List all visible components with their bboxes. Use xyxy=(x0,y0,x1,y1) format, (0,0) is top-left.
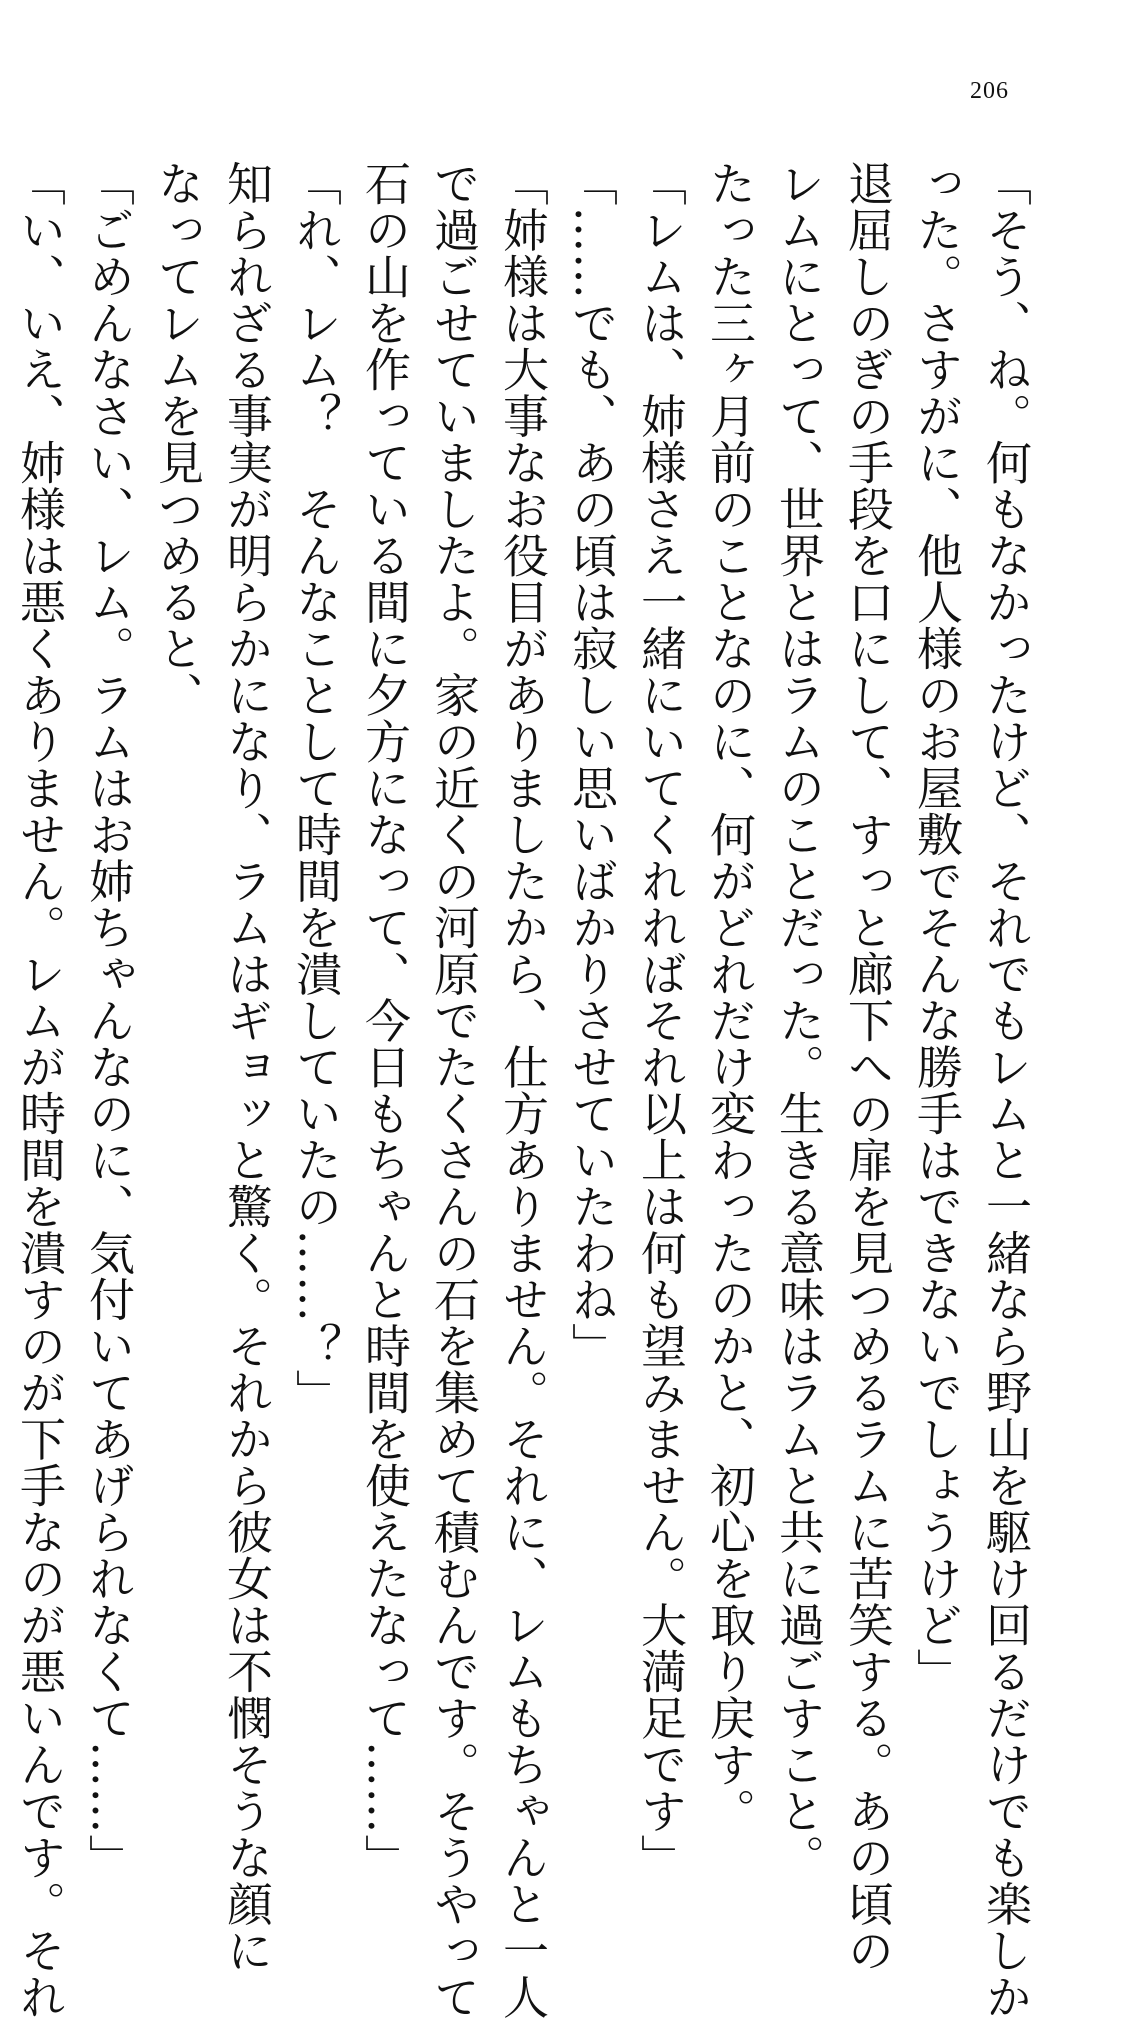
text-line: 「れ、レム？ そんなことして時間を潰していたの……？」 xyxy=(289,160,343,1416)
text-line: なってレムを見つめると、 xyxy=(151,160,205,718)
text-line: 知られざる事実が明らかになり、ラムはギョッと驚く。それから彼女は不憫そうな顔に xyxy=(220,160,274,1974)
text-line: 「そう、ね。何もなかったけど、それでもレムと一緒なら野山を駆け回るだけでも楽しか xyxy=(979,160,1033,2020)
text-line: 「レムは、姉様さえ一緒にいてくれればそれ以上は何も望みません。大満足です」 xyxy=(634,160,688,1881)
text-line: った。さすがに、他人様のお屋敷でそんな勝手はできないでしょうけど」 xyxy=(910,160,964,1695)
text-line: たった三ヶ月前のことなのに、何がどれだけ変わったのかと、初心を取り戻す。 xyxy=(703,160,757,1834)
text-line: レムにとって、世界とはラムのことだった。生きる意味はラムと共に過ごすこと。 xyxy=(772,160,826,1881)
novel-text-column-block xyxy=(13,160,1040,2020)
text-line: 「姉様は大事なお役目がありましたから、仕方ありません。それに、レムもちゃんと一人 xyxy=(496,160,550,2020)
text-line: 「……でも、あの頃は寂しい思いばかりさせていたわね」 xyxy=(565,160,619,1369)
text-line: 「い、いえ、姉様は悪くありません。レムが時間を潰すのが下手なのが悪いんです。それ xyxy=(13,160,67,2020)
text-line: 石の山を作っている間に夕方になって、今日もちゃんと時間を使えたなって……」 xyxy=(358,160,412,1881)
text-line: 「ごめんなさい、レム。ラムはお姉ちゃんなのに、気付いてあげられなくて……」 xyxy=(82,160,136,1881)
text-line: 退屈しのぎの手段を口にして、すっと廊下への扉を見つめるラムに苦笑する。あの頃の xyxy=(841,160,895,1974)
text-line xyxy=(0,160,5,1590)
page-number: 206 xyxy=(970,78,1009,104)
text-line: で過ごせていましたよ。家の近くの河原でたくさんの石を集めて積むんです。そうやって xyxy=(427,160,481,2020)
